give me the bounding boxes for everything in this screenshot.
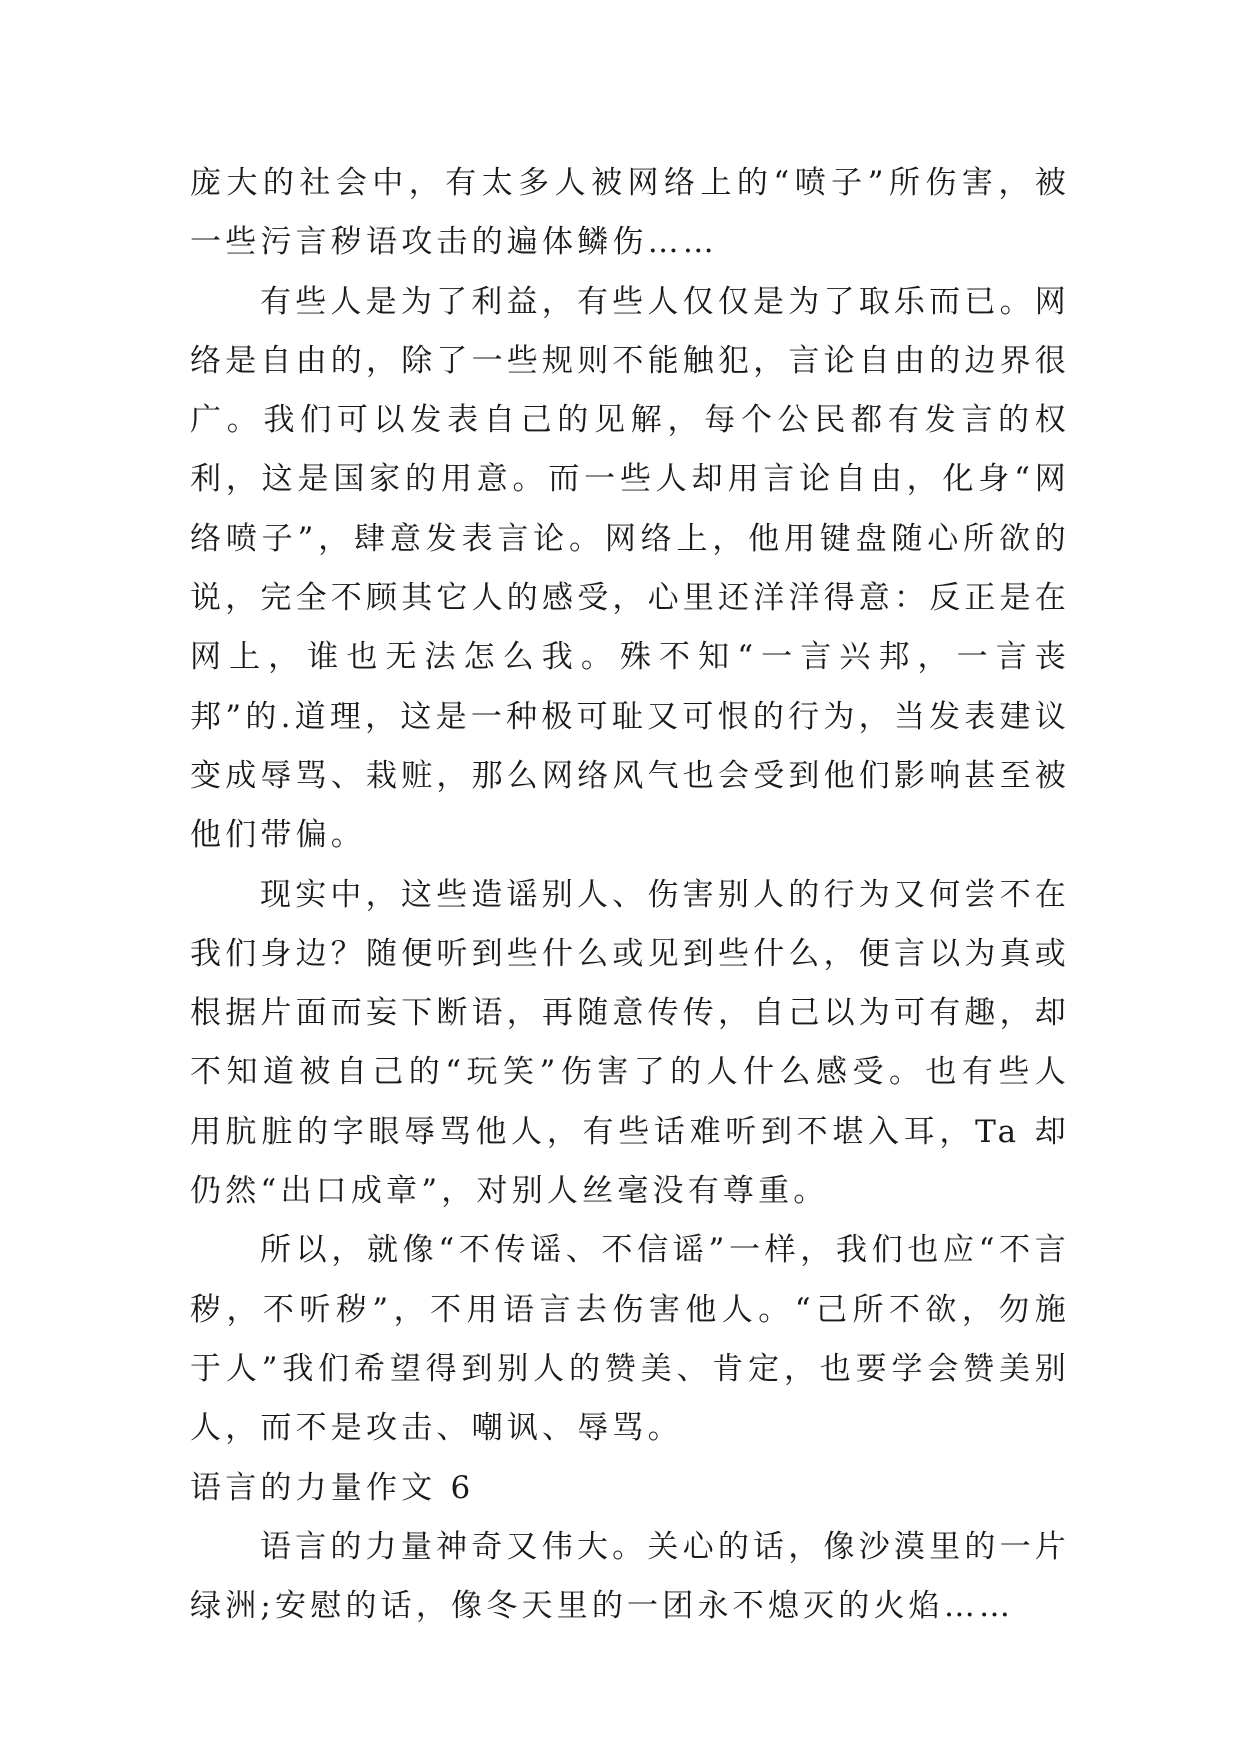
document-body [190, 154, 1070, 1636]
paragraph-1: 庞大的社会中，有太多人被网络上的“喷子”所伤害，被一些污言秽语攻击的遍体鳞伤…… [190, 165, 1070, 261]
paragraph-2: 有些人是为了利益，有些人仅仅是为了取乐而已。网络是自由的，除了一些规则不能触犯，言论自由的边界很广。我们可以发表自己的见解，每个公民都有发言的权利，这是国家的用意。而一些人却用言论自由，化身“网络喷子”，肆意发表言论。网络上，他用键盘随心所欲的说，完全不顾其它人的感受，心里还洋洋得意：反正是在网上，谁也无法怎么我。殊不知“一言兴邦，一言丧邦”的.道理，这是一种极可耻又可恨的行为，当发表建议变成辱骂、栽赃，那么网络风气也会受到他们影响甚至被他们带偏。 [190, 283, 1070, 854]
section-heading: 语言的力量作文 6 [190, 1469, 475, 1506]
paragraph-5: 语言的力量神奇又伟大。关心的话，像沙漠里的一片绿洲;安慰的话，像冬天里的一团永不熄灭的火焰…… [190, 1528, 1070, 1625]
paragraph-3: 现实中，这些造谣别人、伤害别人的行为又何尝不在我们身边？随便听到些什么或见到些什么，便言以为真或根据片面而妄下断语，再随意传传，自己以为可有趣，却不知道被自己的“玩笑”伤害了的人什么感受。也有些人用肮脏的字眼辱骂他人，有些话难听到不堪入耳，Ta 却仍然“出口成章”，对别人丝毫没有尊重。 [190, 876, 1070, 1210]
paragraph-4: 所以，就像“不传谣、不信谣”一样，我们也应“不言秽，不听秽”，不用语言去伤害他人。“己所不欲，勿施于人”我们希望得到别人的赞美、肯定，也要学会赞美别人，而不是攻击、嘲讽、辱骂。 [190, 1232, 1070, 1447]
